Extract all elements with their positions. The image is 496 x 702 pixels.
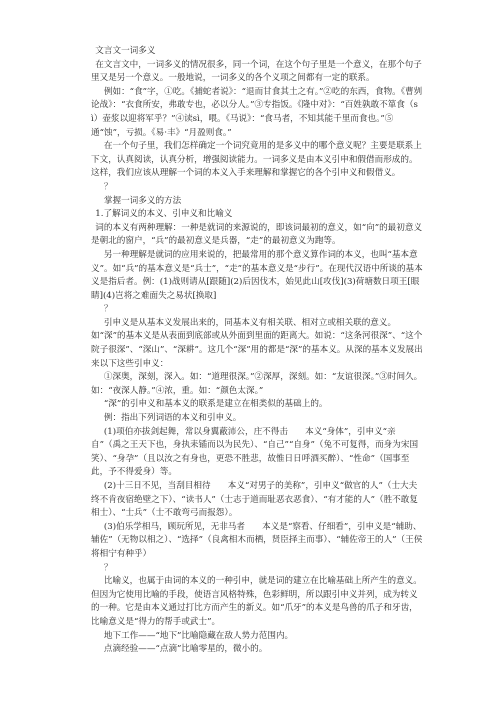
example-underground: 地下工作——“地下”比喻隐藏在敌人势力范围内。 xyxy=(103,630,294,641)
section-heading-methods: 掌握一词多义的方法 xyxy=(103,195,182,206)
document-title: 文言文一词多义 xyxy=(95,46,156,56)
subsection-heading-1: 1.了解词义的本义、引申义和比喻义 xyxy=(95,209,233,220)
question-mark-3: ？ xyxy=(103,562,113,573)
paragraph-how-to-determine: 在一个句子里，我们怎样确定一个词究竟用的是多义中的哪个意义呢？主要是联系上下文，认真阅读，认真分析，增强阅读能力。一词多义是由本义引申和假借而形成的。这样，我们应该从理解一个词的本义入手来理解和掌握它的各个引申义和假借义。 xyxy=(91,141,422,179)
question-mark-1: ？ xyxy=(103,181,113,192)
exercise-item-2: (2)十三日不见，当刮目相待 本义“对男子的美称”，引申义“做官的人”（士大夫终不肯夜宿绝壁之下）、“读书人”（士志于道而耻恶衣恶食）、“有才能的人”（胜不敢复相士）、“士兵”（士不敢弯弓而报怨）。 xyxy=(91,481,418,519)
example-drops: 点滴经验——“点滴”比喻零星的，微小的。 xyxy=(103,644,268,655)
exercise-item-1: (1)项伯亦拔剑起舞，常以身翼蔽沛公，庄不得击 本义“身体”，引申义“亲自”（禹之王天下也，身执耒锸而以为民先）、“自己”“自身”（兔不可复得，而身为宋国笑）、“身孕”（且以汝之有身也，更恐不胜悲，故惟日日呼酒买醉）、“性命”（国事至此，予不得爱身）等。 xyxy=(91,426,419,478)
paragraph-example-shi: 例如：“食”字，①吃。《捕蛇者说》：“退而甘食其土之有。”②吃的东西，食物。《曹刿论战》：“衣食所安，弗敢专也，必以分人。”③专指饭。《隆中对》：“百姓孰敢不箪食（sì）壶浆以迎将军乎？”④读sì，喂。《马说》：“食马者，不知其能千里而食也。”⑤通“蚀”，亏损。《易·丰》“月盈则食。” xyxy=(91,86,423,138)
paragraph-shen-link: “深”的引申义和基本义的联系是建立在相类似的基础上的。 xyxy=(103,399,328,410)
paragraph-exercise: 例：指出下列词语的本义和引申义。 xyxy=(103,413,242,424)
paragraph-extended-meaning: 引申义是从基本义发展出来的，同基本义有相关联、相对立或相关联的意义。如“深”的基本义是从表面到底部或从外面到里面的距离大。如说：“这条河很深”、“这个院子很深”、“深山”、“深耕”。这几个“深”用的都是“深”的基本义。从深的基本义发展出来以下这些引申义： xyxy=(91,317,423,369)
document-body xyxy=(91,45,424,657)
paragraph-shen-meanings: ①深奥，深刻，深入。如：“道理很深。”②深厚，深刻。如：“友谊很深。”③时间久。如：“夜深人静。”④浓，重。如：“颜色太深。” xyxy=(91,372,423,396)
exercise-item-3: (3)伯乐学相马，顾玩所见，无非马者 本义是“察看、仔细看”，引申义是“辅助、辅佐”（无物以相之）、“选择”（良禽相木而栖，贤臣择主而事）、“辅佐帝王的人”（王侯将相宁有种乎） xyxy=(91,521,423,559)
question-mark-2: ？ xyxy=(103,304,113,315)
paragraph-intro: 在文言文中，一词多义的情况很多，同一个词，在这个句子里是一个意义，在那个句子里又是另一个意义。一般地说，一词多义的各个义项之间都有一定的联系。 xyxy=(91,59,422,84)
paragraph-basic-meaning: 另一种理解是就词的应用来说的，把最常用的那个意义算作词的本义，也叫“基本意义”。如“兵”的基本意义是“兵士”，“走”的基本意义是“步行”。在现代汉语中所谈的基本义是指后者。例：(1)战则请从[跟随](2)后因伐木，始见此山[攻伐](3)荷塘数日项王[眼睛](4)岂将之难面失之易状[换取] xyxy=(91,249,423,301)
paragraph-original-meaning: 词的本义有两种理解：一种是就词的来源说的，即该词最初的意义，如“向”的最初意义是朝北的窗户，“兵”的最初意义是兵器，“走”的最初意义为跑等。 xyxy=(91,222,423,247)
paragraph-metaphorical-meaning: 比喻义，也属于由词的本义的一种引申，就是词的建立在比喻基础上所产生的意义。但因为它使用比喻的手段，使语言风格特殊，色彩鲜明，所以跟引申义并列，成为转义的一种。它是由本义通过打比方而产生的新义。如“爪牙”的本义是鸟兽的爪子和牙齿，比喻意义是“得力的帮手或武士”。 xyxy=(91,576,422,627)
